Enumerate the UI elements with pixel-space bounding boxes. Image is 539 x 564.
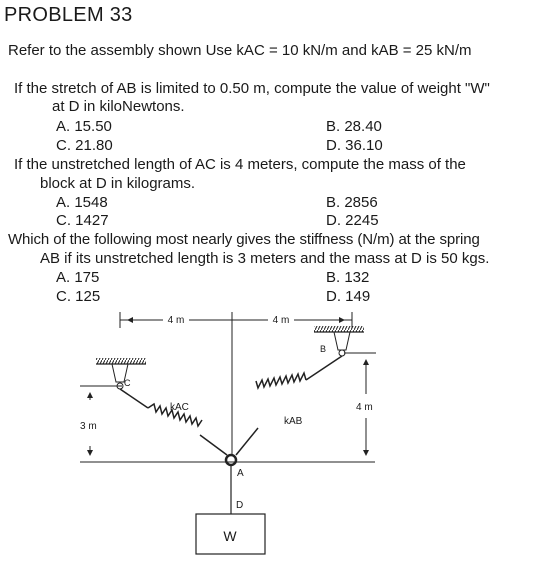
q2-line1: If the unstretched length of AC is 4 meters, compute the mass of the [14, 156, 466, 173]
label-b: B [320, 344, 327, 354]
q3-line1: Which of the following most nearly gives the stiffness (N/m) at the spring [8, 231, 480, 248]
q3-choice-b: B. 132 [326, 269, 370, 286]
dimension-left-width: 4 m [167, 315, 185, 326]
q2-choice-d: D. 2245 [326, 212, 379, 229]
label-d: D [236, 500, 244, 511]
bracket-b [334, 332, 350, 350]
q2-line2: block at D in kilograms. [40, 175, 196, 192]
label-c: C [124, 378, 131, 388]
spring-ab [256, 373, 306, 388]
problem-title: PROBLEM 33 [4, 4, 133, 26]
q3-choice-d: D. 149 [326, 288, 371, 305]
problem-intro: Refer to the assembly shown Use kAC = 10 kN/m and kAB = 25 kN/m [8, 42, 472, 59]
label-a: A [237, 468, 244, 479]
dimension-left-height: 3 m [80, 421, 97, 432]
q1-choice-b: B. 28.40 [326, 118, 382, 135]
dimension-right-width: 4 m [272, 315, 290, 326]
q1-line1: If the stretch of AB is limited to 0.50 m, compute the value of weight "W" [14, 80, 490, 97]
label-w: W [223, 528, 237, 544]
q1-choice-c: C. 21.80 [56, 137, 113, 154]
q1-choice-a: A. 15.50 [56, 118, 112, 135]
q2-choice-c: C. 1427 [56, 212, 109, 229]
ceiling-support-b [314, 326, 364, 332]
q3-choice-a: A. 175 [56, 269, 100, 286]
label-kab: kAB [284, 416, 303, 427]
label-kac: kAC [170, 402, 189, 413]
q3-choice-c: C. 125 [56, 288, 101, 305]
ceiling-support-c [96, 358, 146, 364]
q1-choice-d: D. 36.10 [326, 137, 383, 154]
q3-line2: AB if its unstretched length is 3 meters and the mass at D is 50 kgs. [40, 250, 490, 267]
q2-choice-b: B. 2856 [326, 194, 378, 211]
q1-line2: at D in kiloNewtons. [52, 98, 185, 115]
ring-a [226, 455, 236, 465]
dimension-right-height: 4 m [356, 402, 373, 413]
q2-choice-a: A. 1548 [56, 194, 108, 211]
